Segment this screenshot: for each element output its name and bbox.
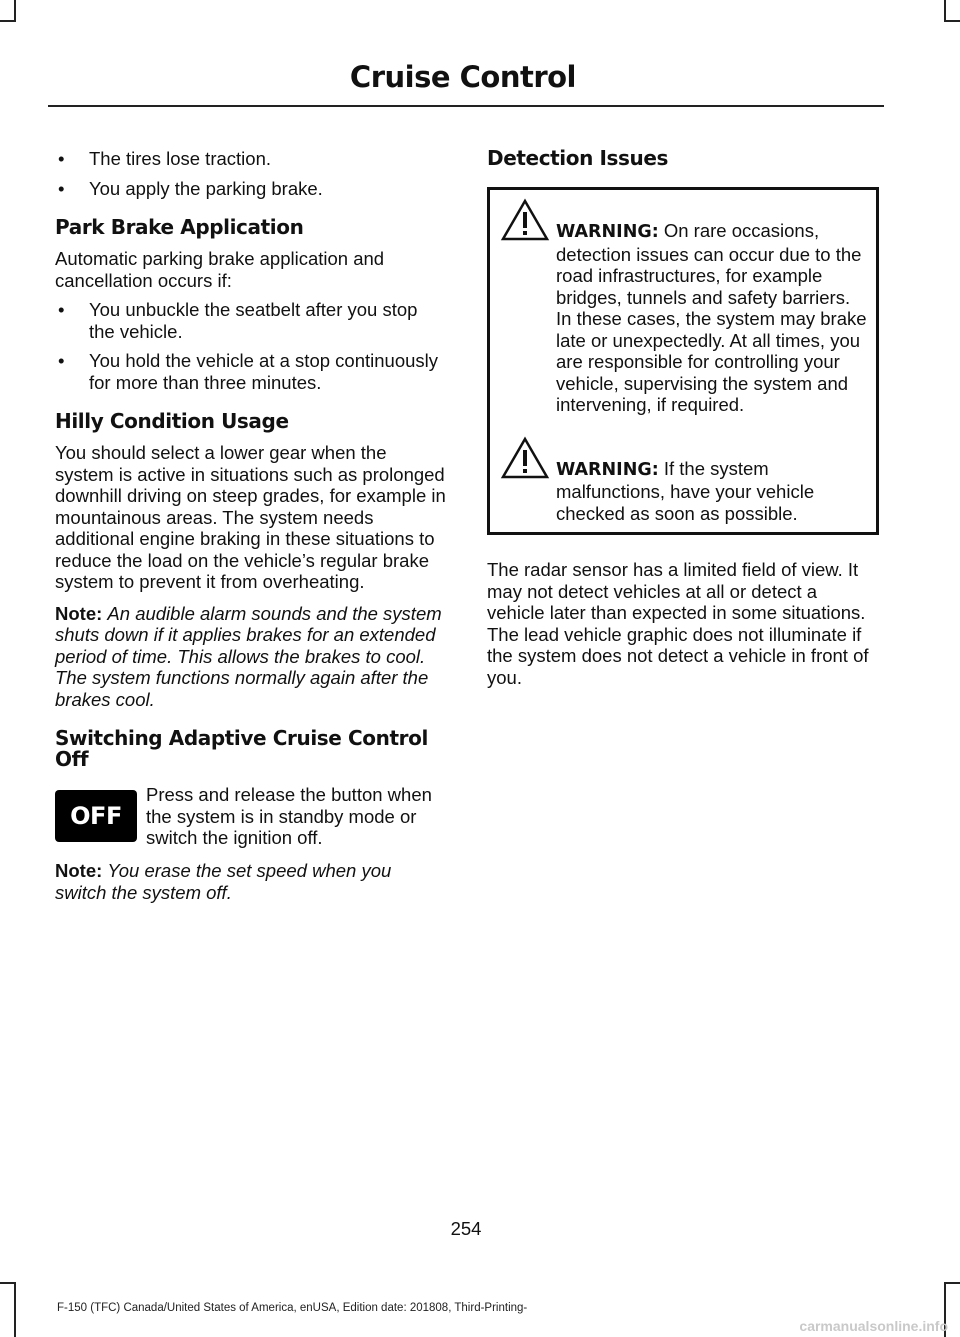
- warning-text: If the system malfunctions, have your vehicle checked as soon as possible.: [556, 457, 815, 524]
- crop-mark: [0, 20, 16, 22]
- list-item: • You unbuckle the seatbelt after you stop the vehicle.: [58, 299, 418, 342]
- list-item: • The tires lose traction.: [58, 148, 271, 169]
- section-heading-switch-off: Switching Adaptive Cruise Control Off: [55, 726, 428, 771]
- warning-item: [496, 436, 868, 525]
- crop-mark: [0, 1282, 16, 1284]
- note-text: An audible alarm sounds and the system shuts down if it applies brakes for an extended period of time. This allows the brakes to cool. The system functions normally again after the brakes cool.: [55, 602, 442, 710]
- page-number: 254: [450, 1218, 482, 1239]
- warning-label: WARNING:: [556, 222, 659, 242]
- bullet-list: [55, 299, 447, 393]
- note-text: You erase the set speed when you switch the system off.: [55, 860, 392, 903]
- off-button-icon: OFF: [55, 790, 137, 842]
- note-label: Note:: [55, 860, 103, 881]
- warning-text: On rare occasions, detection issues can occur due to the road infrastructures, for example bridges, tunnels and safety barriers. In these cases, the system may brake late or unexpectedly. At all times, you are responsible for controlling your vehicle, supervising the system and intervening, if required.: [556, 220, 867, 415]
- switch-off-note: [55, 860, 447, 903]
- list-item: • You apply the parking brake.: [58, 177, 323, 199]
- warning-label: WARNING:: [556, 459, 659, 480]
- footer-edition-info: F-150 (TFC) Canada/United States of America, enUSA, Edition date: 201808, Third-Printing-: [57, 1302, 528, 1314]
- warning-triangle-icon: [500, 436, 550, 480]
- bullet-list: [55, 148, 447, 199]
- crop-mark: [14, 0, 16, 20]
- crop-mark: [944, 0, 946, 20]
- crop-mark: [944, 1282, 960, 1284]
- section-heading-hilly: Hilly Condition Usage: [55, 409, 289, 433]
- list-item: • You hold the vehicle at a stop continuously for more than three minutes.: [58, 350, 439, 393]
- radar-body: The radar sensor has a limited field of view. It may not detect vehicles at all or detect a vehicle later than expected in some situations. The lead vehicle graphic does not illuminate if the system does not detect a vehicle in front of you.: [487, 559, 869, 688]
- hilly-note: [55, 603, 447, 711]
- left-column: [55, 140, 447, 903]
- watermark: carmanualsonline.info: [799, 1318, 948, 1334]
- section-heading-detection: Detection Issues: [487, 146, 669, 170]
- crop-mark: [14, 1282, 16, 1337]
- right-column: [487, 140, 879, 688]
- warning-item: [496, 198, 868, 416]
- hilly-body: You should select a lower gear when the system is active in situations such as prolonged downhill driving on steep grades, for example in mountainous areas. The system needs additional engine braking in these situations to reduce the load on the vehicle’s regular brake system to prevent it from overheating.: [55, 442, 446, 592]
- warning-box: [487, 187, 879, 535]
- warning-triangle-icon: [500, 198, 550, 242]
- off-instruction: Press and release the button when the system is in standby mode or switch the ignition off.: [146, 784, 432, 848]
- crop-mark: [944, 20, 960, 22]
- off-instruction-row: [55, 784, 447, 850]
- park-brake-intro: Automatic parking brake application and cancellation occurs if:: [55, 248, 385, 291]
- page-title: Cruise Control: [349, 60, 576, 94]
- header-divider: [48, 105, 884, 107]
- section-heading-park-brake: Park Brake Application: [55, 215, 304, 239]
- note-label: Note:: [55, 602, 103, 624]
